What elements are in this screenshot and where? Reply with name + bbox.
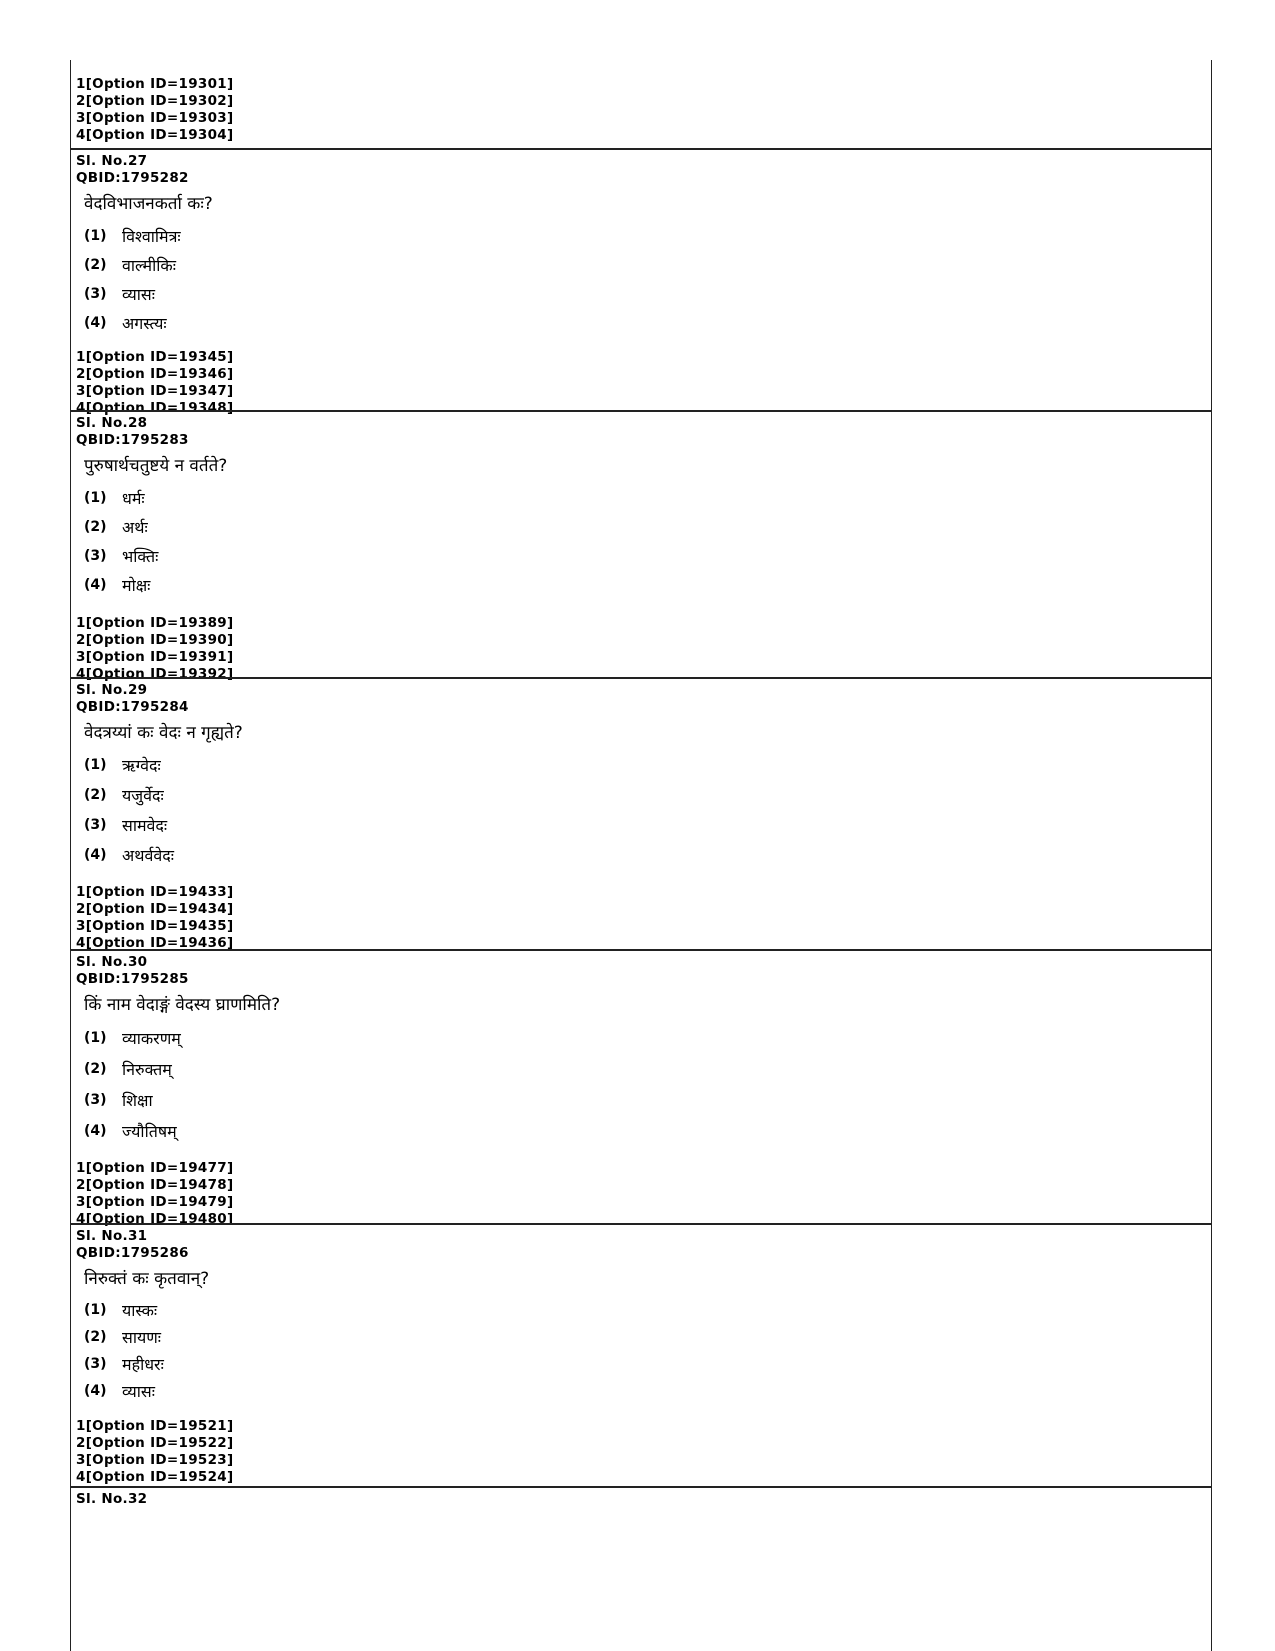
option-id-line: 1[Option ID=19433] <box>76 884 234 900</box>
option-number: (4) <box>84 1122 107 1139</box>
question-block <box>71 148 1211 417</box>
option-row <box>84 1296 1211 1323</box>
option-id-line: 1[Option ID=19521] <box>76 1418 234 1434</box>
option-row <box>84 1053 1211 1084</box>
option-number: (2) <box>84 1060 107 1077</box>
option-id-line: 1[Option ID=19345] <box>76 349 234 365</box>
option-id-line: 3[Option ID=19523] <box>76 1452 234 1468</box>
option-number: (3) <box>84 1355 107 1372</box>
question-table <box>70 60 1212 1651</box>
qbid: QBID:1795286 <box>76 1245 189 1261</box>
question-text: वेदविभाजनकर्ता कः? <box>84 194 213 214</box>
option-id-line: 4[Option ID=19304] <box>76 127 234 143</box>
option-text: भक्तिः <box>122 546 159 566</box>
option-number: (4) <box>84 1382 107 1399</box>
question-text: वेदत्रय्यां कः वेदः न गृह्यते? <box>84 723 243 743</box>
question-block <box>71 1223 1211 1486</box>
option-row <box>84 810 1211 840</box>
option-id-line: 3[Option ID=19435] <box>76 918 234 934</box>
option-number: (1) <box>84 227 107 244</box>
option-text: व्याकरणम् <box>122 1028 181 1048</box>
option-row <box>84 483 1211 512</box>
question-text: किं नाम वेदाङ्गं वेदस्य घ्राणमिति? <box>84 995 281 1015</box>
option-number: (1) <box>84 757 107 773</box>
serial-number: Sl. No.29 <box>76 682 148 698</box>
option-id-list <box>76 1418 1211 1486</box>
option-row <box>84 1323 1211 1350</box>
option-number: (3) <box>84 1091 107 1108</box>
option-text: अर्थः <box>122 517 148 537</box>
option-id-line: 4[Option ID=19392] <box>76 666 234 682</box>
option-number: (2) <box>84 1328 107 1345</box>
option-id-line: 1[Option ID=19477] <box>76 1160 234 1176</box>
serial-number: Sl. No.30 <box>76 954 148 970</box>
option-row <box>84 1115 1211 1146</box>
qbid: QBID:1795283 <box>76 432 189 448</box>
option-text: अगस्त्यः <box>122 313 167 333</box>
option-number: (3) <box>84 817 107 833</box>
option-text: यास्कः <box>122 1300 158 1320</box>
option-row <box>84 1377 1211 1404</box>
option-number: (2) <box>84 787 107 803</box>
option-row <box>84 221 1211 250</box>
option-id-list <box>76 349 1211 417</box>
option-text: मोक्षः <box>122 575 151 595</box>
option-row <box>84 250 1211 279</box>
option-row <box>84 570 1211 599</box>
option-text: विश्वामित्रः <box>122 226 181 246</box>
option-id-line: 3[Option ID=19479] <box>76 1194 234 1210</box>
option-row <box>84 780 1211 810</box>
question-block <box>71 1486 1211 1508</box>
option-id-line: 2[Option ID=19302] <box>76 93 234 109</box>
previous-question-option-ids <box>71 76 1211 144</box>
option-text: व्यासः <box>122 284 155 304</box>
option-number: (4) <box>84 847 107 863</box>
serial-number: Sl. No.31 <box>76 1228 148 1244</box>
option-number: (4) <box>84 576 107 593</box>
option-number: (4) <box>84 314 107 331</box>
serial-number: Sl. No.28 <box>76 415 148 431</box>
qbid: QBID:1795282 <box>76 170 189 186</box>
option-id-line: 4[Option ID=19436] <box>76 935 234 951</box>
question-block <box>71 677 1211 952</box>
option-text: ऋग्वेदः <box>122 756 161 775</box>
option-id-list <box>76 615 1211 683</box>
option-row <box>84 279 1211 308</box>
option-id-line: 4[Option ID=19480] <box>76 1211 234 1227</box>
option-id-line: 3[Option ID=19303] <box>76 110 234 126</box>
option-text: यजुर्वेदः <box>122 786 164 805</box>
option-id-line: 2[Option ID=19346] <box>76 366 234 382</box>
option-row <box>84 308 1211 337</box>
option-text: व्यासः <box>122 1381 155 1401</box>
option-row <box>84 541 1211 570</box>
option-number: (1) <box>84 1029 107 1046</box>
option-number: (2) <box>84 518 107 535</box>
option-text: निरुक्तम् <box>122 1059 172 1079</box>
serial-number: Sl. No.27 <box>76 153 148 169</box>
option-id-line: 4[Option ID=19348] <box>76 400 234 416</box>
option-row <box>84 1084 1211 1115</box>
option-id-line: 2[Option ID=19390] <box>76 632 234 648</box>
option-id-line: 1[Option ID=19301] <box>76 76 234 92</box>
serial-number: Sl. No.32 <box>76 1491 148 1507</box>
option-id-line: 3[Option ID=19347] <box>76 383 234 399</box>
option-number: (3) <box>84 547 107 564</box>
option-text: धर्मः <box>122 488 145 508</box>
option-number: (2) <box>84 256 107 273</box>
option-number: (1) <box>84 1301 107 1318</box>
option-id-line: 1[Option ID=19389] <box>76 615 234 631</box>
option-text: वाल्मीकिः <box>122 255 176 275</box>
option-text: ज्यौतिषम् <box>122 1121 177 1141</box>
option-number: (1) <box>84 489 107 506</box>
option-id-line: 2[Option ID=19434] <box>76 901 234 917</box>
option-text: अथर्ववेदः <box>122 846 174 865</box>
option-id-line: 3[Option ID=19391] <box>76 649 234 665</box>
option-row <box>84 512 1211 541</box>
option-text: सायणः <box>122 1327 162 1347</box>
option-row <box>84 1350 1211 1377</box>
option-id-list <box>76 1160 1211 1228</box>
option-row <box>84 840 1211 870</box>
option-number: (3) <box>84 285 107 302</box>
option-row <box>84 1022 1211 1053</box>
option-id-line: 2[Option ID=19522] <box>76 1435 234 1451</box>
option-id-list <box>76 884 1211 952</box>
question-block <box>71 949 1211 1228</box>
question-block <box>71 410 1211 683</box>
qbid: QBID:1795284 <box>76 699 189 715</box>
qbid: QBID:1795285 <box>76 971 189 987</box>
option-text: महीधरः <box>122 1354 164 1374</box>
option-id-line: 4[Option ID=19524] <box>76 1469 234 1485</box>
question-text: पुरुषार्थचतुष्टये न वर्तते? <box>84 456 228 476</box>
option-text: शिक्षा <box>122 1090 153 1110</box>
option-id-line: 2[Option ID=19478] <box>76 1177 234 1193</box>
question-text: निरुक्तं कः कृतवान्? <box>84 1269 210 1289</box>
option-text: सामवेदः <box>122 816 168 835</box>
option-row <box>84 750 1211 780</box>
